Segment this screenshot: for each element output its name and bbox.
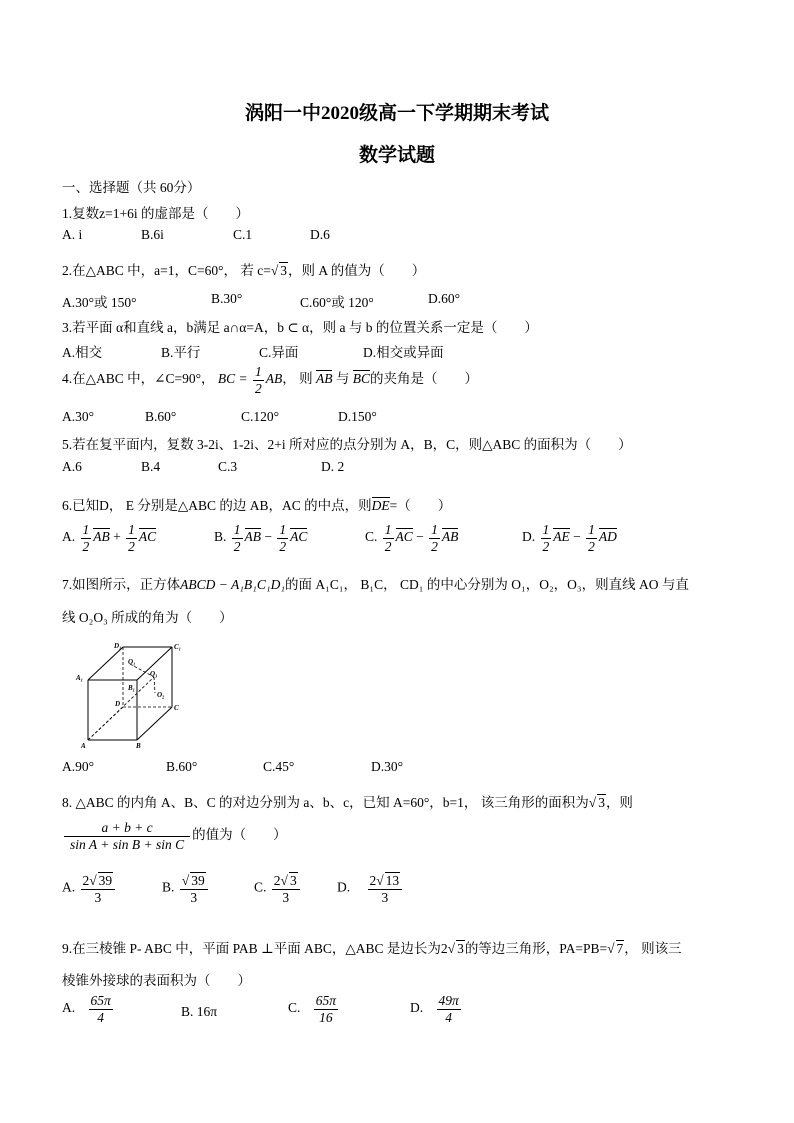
- q5-option-b: B.4: [141, 459, 161, 474]
- q9-radicand2: 7: [616, 941, 624, 956]
- label-b1: B₁: [128, 684, 136, 692]
- question-5-stem: 5.若在复平面内，复数 3-2i、1-2i、2+i 所对应的点分别为 A，B，C，则△ABC 的面积为（ ）: [62, 437, 632, 452]
- q8-option-b: B. $\frac{√ 39}{3}$: [162, 872, 210, 905]
- label-b: B: [136, 742, 141, 750]
- q6-b-label: B.: [214, 529, 227, 545]
- q7-option-b: B.60°: [166, 759, 198, 774]
- q6-d-den1: 2: [542, 538, 550, 554]
- q9-option-b: B. 16π: [181, 1004, 218, 1019]
- q2-option-c: C.60°或 120°: [300, 295, 374, 310]
- q7-stem-pre: 7.如图所示，正方体: [62, 577, 181, 592]
- q7-stem-mid: 的面 A₁C₁， B₁C， CD₁ 的中心分别为 O₁，O₂，O₃，则直线 AO 与直: [285, 577, 689, 592]
- q8-d-label: D.: [337, 879, 351, 895]
- q8-b-rad: 39: [191, 873, 205, 888]
- label-d1: D₁: [114, 642, 122, 650]
- q6-a-num1: 1: [82, 522, 90, 537]
- q6-c-vec1: AC: [395, 529, 413, 545]
- q9-stem-mid: 的等边三角形，PA=PB=: [464, 941, 608, 956]
- q9-c-num: 65π: [315, 993, 337, 1008]
- q6-option-a: [62, 522, 156, 554]
- q9-option-c: [288, 993, 340, 1025]
- q8-b-label: B.: [162, 879, 175, 895]
- q4-stem-pre: 4.在△ABC 中，∠C=90°，: [62, 371, 215, 387]
- line-ao: [88, 677, 154, 740]
- q6-a-label: A.: [62, 529, 76, 545]
- q6-c-num1: 1: [384, 522, 392, 537]
- q2-stem-post: ，则 A 的值为（ ）: [288, 263, 426, 278]
- q1-option-b: B.6i: [141, 227, 164, 242]
- q6-d-den2: 2: [588, 538, 595, 554]
- q8-d-rad: 13: [385, 873, 400, 888]
- q6-c-label: C.: [365, 529, 378, 545]
- q6-d-label: D.: [522, 529, 536, 545]
- question-6-stem: [62, 494, 451, 514]
- q6-c-op: −: [416, 529, 424, 545]
- q5-option-a: A.6: [62, 459, 82, 474]
- label-o1: O₁: [128, 658, 136, 666]
- q4-fraction: [253, 364, 264, 396]
- q6-c-den2: 2: [431, 538, 438, 554]
- q7-cube: ABCD − A₁B₁C₁D₁: [180, 577, 286, 592]
- q4-option-c: C.120°: [241, 409, 280, 424]
- edge-a1d1: [88, 647, 123, 680]
- label-o3: O₃: [150, 670, 158, 678]
- q2-option-d: D.60°: [428, 291, 461, 306]
- q8-stem-pre: 8. △ABC 的内角 A、B、C 的对边分别为 a、b、c，已知 A=60°，b=1， 该三角形的面积为: [62, 795, 589, 810]
- q8-c-coef: 2: [273, 873, 281, 888]
- q9-stem-post: ， 则该三: [624, 941, 682, 956]
- q9-c-den: 16: [319, 1009, 333, 1025]
- q6-d-vec2: AD: [598, 529, 617, 545]
- q3-option-d: D.相交或异面: [363, 345, 444, 360]
- q6-b-vec1: AB: [244, 529, 262, 545]
- q8-option-c: C. $\frac{2√ 3}{3}$: [254, 872, 302, 905]
- q8-option-a: A. $\frac{2√ 39}{3}$: [62, 872, 117, 905]
- q9-a-label: A.: [62, 1000, 76, 1016]
- q9-option-d: [410, 993, 463, 1025]
- q9-coef: 2: [440, 941, 448, 956]
- q6-d-op: −: [573, 529, 581, 545]
- q8-a-label: A.: [62, 879, 76, 895]
- q6-vector-de: DE: [371, 498, 390, 513]
- q2-option-a: A.30°或 150°: [62, 295, 137, 310]
- q7-option-a: A.90°: [62, 759, 95, 774]
- q8-d-den: 3: [381, 889, 389, 905]
- question-2-stem: 2.在△ABC 中，a=1，C=60°， 若 c=√ 3，则 A 的值为（ ）: [62, 263, 426, 278]
- q6-a-op: +: [113, 529, 121, 545]
- q4-frac-den: 2: [254, 380, 262, 396]
- question-7-stem-line2: 线 O₂O₃ 所成的角为（ ）: [62, 610, 233, 625]
- q7-option-c: C.45°: [263, 759, 295, 774]
- q4-ab: AB: [265, 371, 283, 387]
- q2-radicand: 3: [280, 263, 288, 278]
- q9-d-num: 49π: [438, 993, 459, 1008]
- label-a1: A₁: [76, 674, 84, 682]
- question-9-stem: 9.在三棱锥 P- ABC 中，平面 PAB ⊥平面 ABC，△ABC 是边长为2√ 3的等边三角形，PA=PB=√ 7， 则该三: [62, 941, 682, 956]
- q6-a-num2: 1: [128, 522, 135, 537]
- question-7-stem: [62, 573, 689, 593]
- q6-stem-pre: 6.已知D， E 分别是△ABC 的边 AB，AC 的中点，则: [62, 498, 372, 513]
- label-c: C: [174, 704, 179, 712]
- q4-frac-num: 1: [254, 364, 262, 379]
- q7-option-d: D.30°: [371, 759, 404, 774]
- q6-d-vec1: AE: [553, 529, 570, 545]
- q6-a-vec1: AB: [93, 529, 110, 545]
- edge-bc: [137, 707, 172, 740]
- label-o2: O₂: [157, 691, 165, 699]
- q1-option-d: D.6: [310, 227, 330, 242]
- q6-a-den1: 2: [82, 538, 90, 554]
- q4-stem-post: 的夹角是（ ）: [369, 371, 478, 387]
- q6-b-den1: 2: [233, 538, 241, 554]
- q6-c-num2: 1: [431, 522, 438, 537]
- q9-d-den: 4: [445, 1009, 452, 1025]
- q6-a-den2: 2: [128, 538, 135, 554]
- q6-d-num1: 1: [542, 522, 550, 537]
- q2-option-b: B.30°: [211, 291, 243, 306]
- q2-stem-pre: 2.在△ABC 中，a=1，C=60°， 若 c=: [62, 263, 271, 278]
- q8-num: a + b + c: [64, 820, 190, 837]
- q8-c-label: C.: [254, 879, 267, 895]
- q8-radicand: 3: [598, 795, 605, 810]
- q1-option-a: A. i: [62, 227, 83, 242]
- q4-yu: 与: [335, 371, 350, 387]
- q8-tail: 的值为（ ）: [192, 827, 287, 843]
- q4-vector-bc: BC: [352, 371, 370, 387]
- q6-option-d: [522, 522, 617, 554]
- q8-a-coef: 2: [82, 873, 90, 888]
- q5-option-d: D. 2: [321, 459, 345, 474]
- q1-option-c: C.1: [233, 227, 253, 242]
- q6-b-den2: 2: [279, 538, 287, 554]
- q8-stem-post: ，则: [605, 795, 633, 810]
- q9-c-label: C.: [288, 1000, 301, 1016]
- q6-option-b: [214, 522, 307, 554]
- exam-title: 涡阳一中2020级高一下学期期末考试: [244, 103, 549, 124]
- q9-d-label: D.: [410, 1000, 424, 1016]
- q5-option-c: C.3: [218, 459, 238, 474]
- q4-option-d: D.150°: [338, 409, 377, 424]
- q4-option-a: A.30°: [62, 409, 95, 424]
- q6-c-vec2: AB: [441, 529, 459, 545]
- q6-option-c: [365, 522, 458, 554]
- question-1-stem: 1.复数z=1+6i 的虚部是（ ）: [62, 206, 249, 221]
- section-heading: 一、选择题（共 60分）: [62, 180, 201, 195]
- q3-option-a: A.相交: [62, 345, 103, 360]
- q8-option-d: D. $\frac{2√ 13}{3}$: [337, 872, 404, 905]
- q6-b-num1: 1: [233, 522, 241, 537]
- q4-bc-eq: BC =: [217, 371, 248, 387]
- q3-option-c: C.异面: [259, 345, 299, 360]
- question-9-stem-line2: 棱锥外接球的表面积为（ ）: [62, 973, 251, 988]
- q9-option-a: [62, 993, 115, 1025]
- q9-stem-pre: 9.在三棱锥 P- ABC 中，平面 PAB ⊥平面 ABC，△ABC 是边长为: [62, 941, 441, 956]
- q8-den: sin A + sin B + sin C: [70, 836, 185, 852]
- q6-a-vec2: AC: [138, 529, 157, 545]
- q6-stem-post: =（ ）: [389, 498, 452, 513]
- q6-b-num2: 1: [279, 522, 287, 537]
- q6-d-num2: 1: [588, 522, 595, 537]
- q6-c-den1: 2: [384, 538, 392, 554]
- label-d: D: [115, 700, 121, 708]
- label-a: A: [81, 742, 86, 750]
- q6-b-vec2: AC: [290, 529, 308, 545]
- q8-c-rad: 3: [289, 873, 297, 888]
- q4-vector-ab: AB: [315, 371, 333, 387]
- q9-a-num: 65π: [90, 993, 111, 1008]
- label-c1: C₁: [174, 643, 182, 651]
- line-o3o2: [154, 677, 155, 693]
- q9-a-den: 4: [97, 1009, 104, 1025]
- exam-subtitle: 数学试题: [358, 145, 435, 166]
- q8-c-den: 3: [282, 889, 290, 905]
- question-4-stem: [62, 364, 478, 396]
- cube-figure: [70, 640, 190, 750]
- q8-b-den: 3: [190, 889, 198, 905]
- q4-option-b: B.60°: [145, 409, 177, 424]
- q6-b-op: −: [264, 529, 273, 545]
- question-8-stem: 8. △ABC 的内角 A、B、C 的对边分别为 a、b、c，已知 A=60°，b=1， 该三角形的面积为√ 3，则: [62, 795, 633, 810]
- question-3-stem: 3.若平面 α和直线 a，b满足 a∩α=A，b ⊂ α，则 a 与 b 的位置关系一定是（ ）: [62, 320, 538, 335]
- q8-expression: [62, 820, 287, 852]
- q4-mid: ， 则: [282, 371, 313, 387]
- q8-a-rad: 39: [98, 873, 113, 888]
- q3-option-b: B.平行: [161, 345, 201, 360]
- q9-radicand: 3: [457, 941, 464, 956]
- q8-a-den: 3: [94, 889, 102, 905]
- q8-d-coef: 2: [369, 873, 377, 888]
